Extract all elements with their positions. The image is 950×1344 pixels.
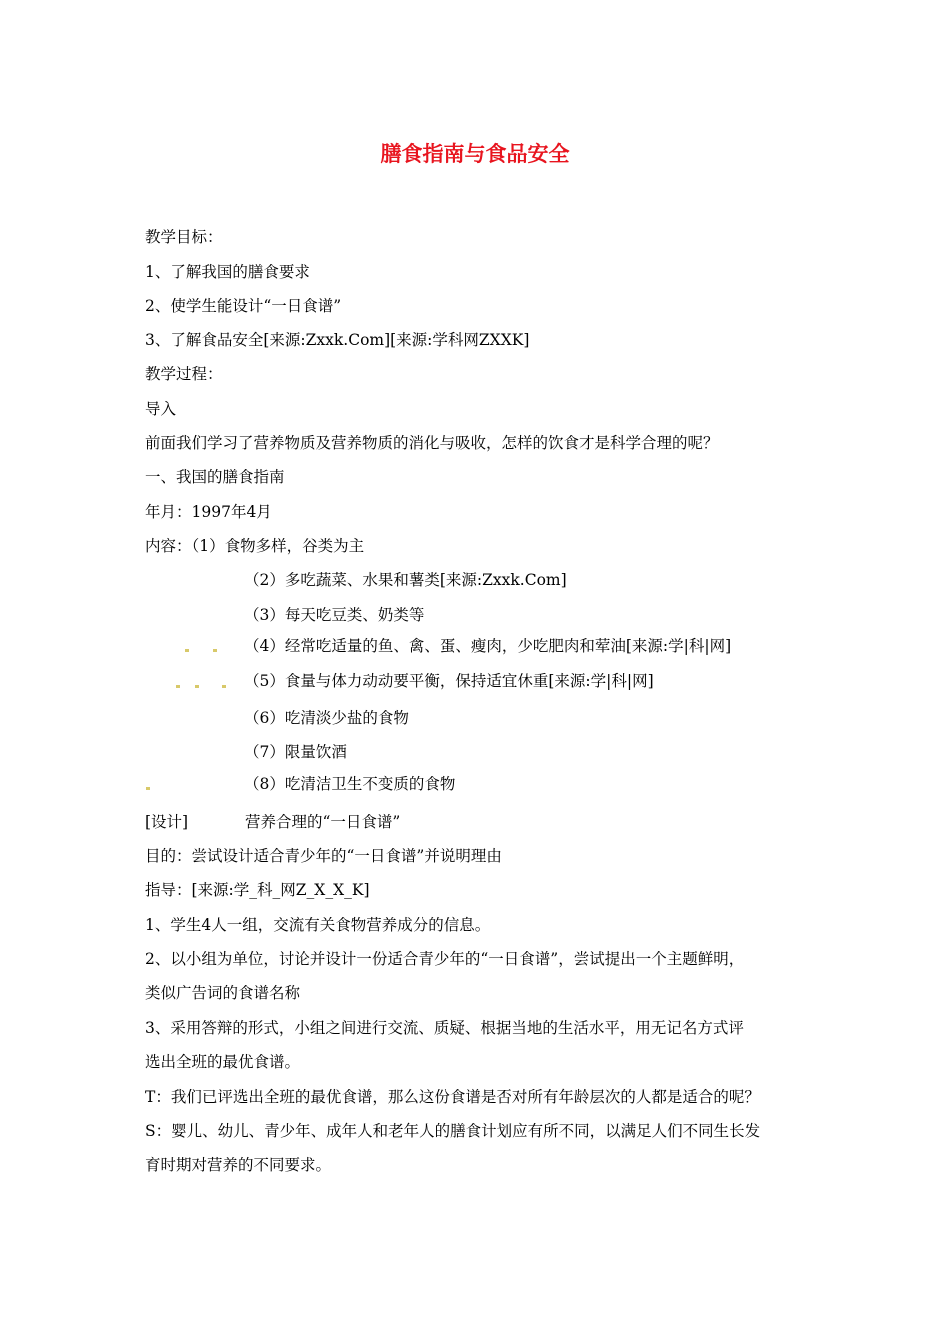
text-line: 内容：（1）食物多样，谷类为主 [145, 537, 365, 555]
scan-mark [185, 649, 189, 652]
text-line: 指导：[来源:学_科_网Z_X_X_K] [145, 881, 370, 899]
text-line: 1、学生4人一组，交流有关食物营养成分的信息。 [145, 916, 491, 934]
text-line: （8）吃清洁卫生不变质的食物 [244, 775, 456, 793]
scan-mark [146, 787, 150, 790]
scan-mark [176, 685, 180, 688]
text-line: 3、采用答辩的形式，小组之间进行交流、质疑、根据当地的生活水平，用无记名方式评 [145, 1019, 744, 1037]
text-line: 育时期对营养的不同要求。 [145, 1156, 332, 1174]
text-line: （4）经常吃适量的鱼、禽、蛋、瘦肉，少吃肥肉和荤油[来源:学|科|网] [244, 637, 732, 655]
text-line: （6）吃清淡少盐的食物 [244, 709, 409, 727]
text-line: （2）多吃蔬菜、水果和薯类[来源:Zxxk.Com] [244, 571, 567, 589]
text-line: 一、我国的膳食指南 [145, 468, 285, 486]
text-line: 2、以小组为单位，讨论并设计一份适合青少年的“一日食谱”，尝试提出一个主题鲜明， [145, 950, 745, 968]
text-line: 目的：尝试设计适合青少年的“一日食谱”并说明理由 [145, 847, 502, 865]
design-label: [设计] [145, 813, 189, 831]
text-line: 前面我们学习了营养物质及营养物质的消化与吸收，怎样的饮食才是科学合理的呢？ [145, 434, 719, 452]
text-line: 年月：1997年4月 [145, 503, 272, 521]
text-line: S：婴儿、幼儿、青少年、成年人和老年人的膳食计划应有所不同，以满足人们不同生长发 [145, 1122, 761, 1140]
design-title: 营养合理的“一日食谱” [245, 813, 401, 831]
page-title: 膳食指南与食品安全 [380, 142, 570, 166]
text-line: （3）每天吃豆类、奶类等 [244, 606, 425, 624]
text-line: （5）食量与体力动动要平衡，保持适宜休重[来源:学|科|网] [244, 672, 654, 690]
text-line: 3、了解食品安全[来源:Zxxk.Com][来源:学科网ZXXK] [145, 331, 530, 349]
scan-mark [195, 685, 199, 688]
text-line: 类似广告词的食谱名称 [145, 984, 301, 1002]
text-line: 导入 [145, 400, 177, 418]
text-line: T：我们已评选出全班的最优食谱，那么这份食谱是否对所有年龄层次的人都是适合的呢？ [145, 1088, 760, 1106]
scan-mark [213, 649, 217, 652]
text-line: 教学过程： [145, 365, 223, 383]
text-line: 教学目标： [145, 228, 223, 246]
text-line [145, 812, 400, 832]
scan-mark [222, 685, 226, 688]
text-line: 选出全班的最优食谱。 [145, 1053, 301, 1071]
text-line: 2、使学生能设计“一日食谱” [145, 297, 342, 315]
text-line: （7）限量饮酒 [244, 743, 347, 761]
text-line: 1、了解我国的膳食要求 [145, 263, 310, 281]
